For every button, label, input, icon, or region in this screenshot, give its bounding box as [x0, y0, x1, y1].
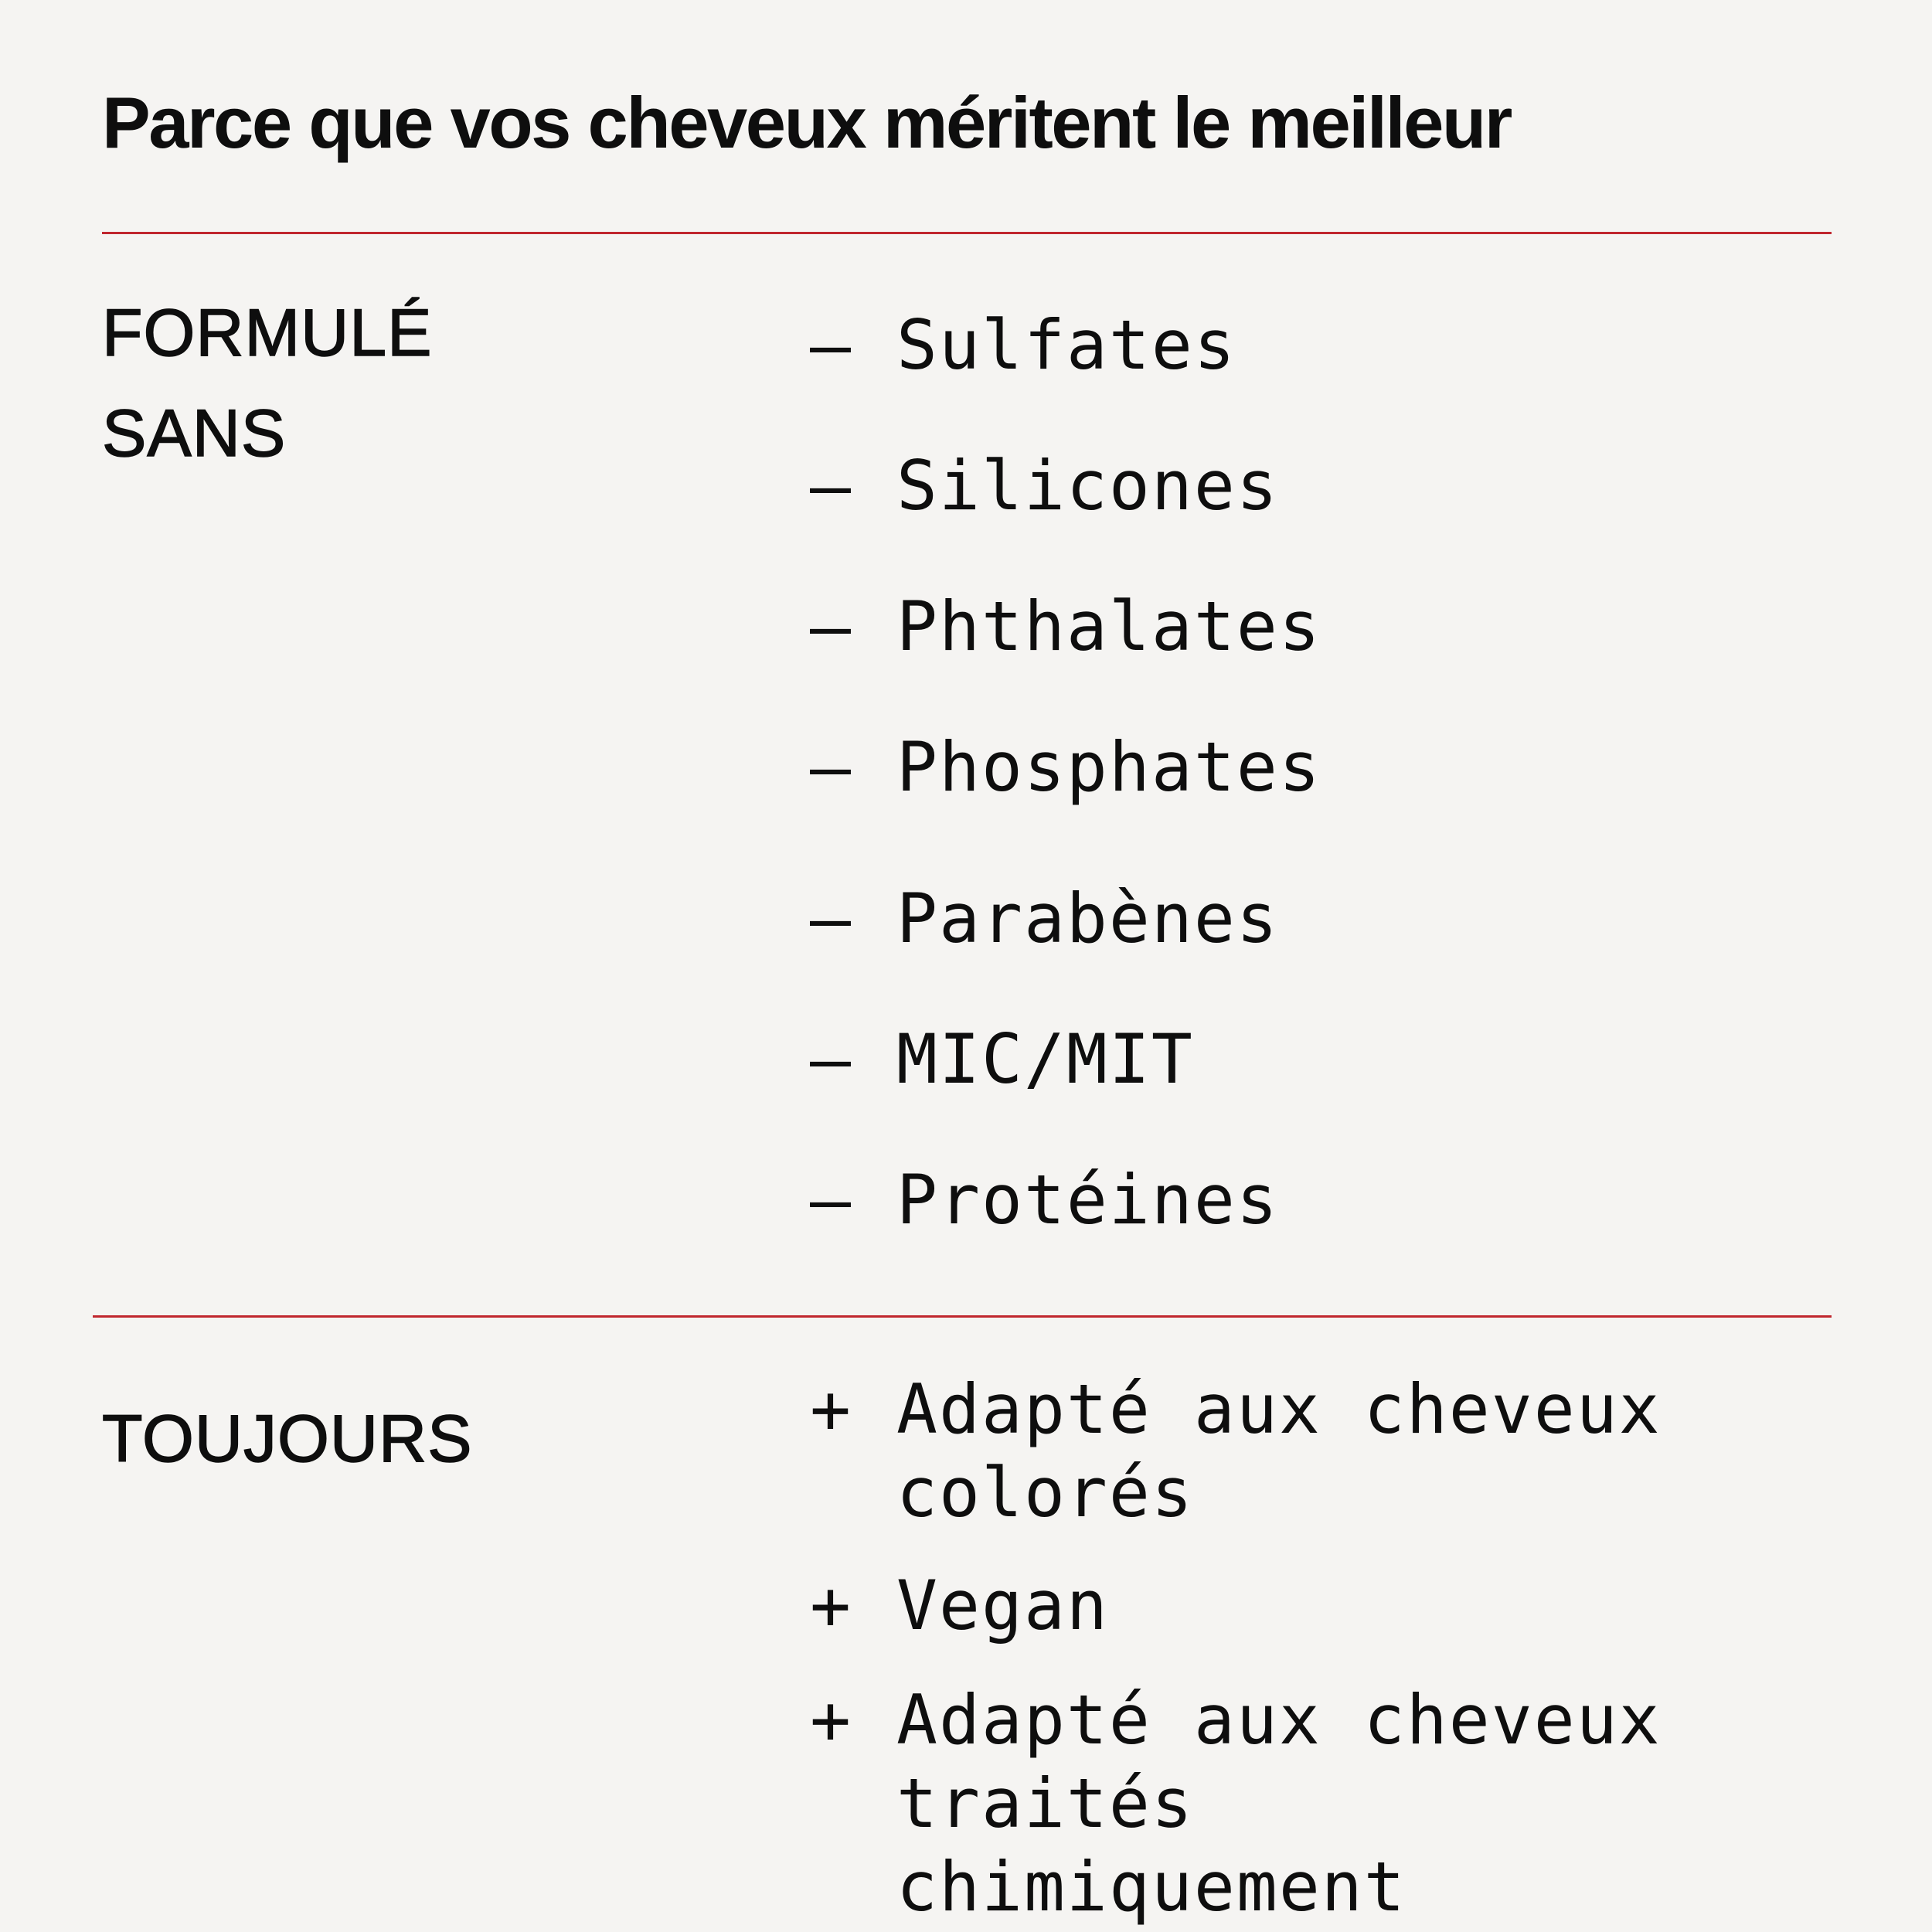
benefit-item — [810, 1679, 1716, 1929]
section-label-line: FORMULÉ — [102, 296, 433, 370]
benefit-item — [810, 1368, 1716, 1535]
excluded-ingredient-item — [810, 304, 1886, 387]
excluded-ingredient-item — [810, 1018, 1886, 1101]
divider — [93, 1315, 1832, 1318]
benefit-label: Adapté aux cheveux traités chimiquement — [896, 1680, 1662, 1927]
section-label-formule-sans — [102, 283, 432, 484]
excluded-ingredient-label: MIC/MIT — [896, 1019, 1194, 1099]
dash-marker: — — [810, 1160, 851, 1240]
excluded-ingredient-item — [810, 877, 1886, 961]
excluded-ingredient-label: Parabènes — [896, 879, 1279, 958]
benefit-label: Adapté aux cheveux colorés — [896, 1369, 1662, 1532]
excluded-ingredient-label: Silicones — [896, 446, 1279, 526]
section-label-toujours — [102, 1389, 472, 1489]
benefit-item — [810, 1564, 1886, 1648]
dash-marker: — — [810, 1019, 851, 1099]
excluded-ingredient-item — [810, 726, 1886, 809]
dash-marker: — — [810, 446, 851, 526]
dash-marker: — — [810, 305, 851, 385]
divider — [102, 232, 1832, 234]
excluded-ingredient-label: Sulfates — [896, 305, 1236, 385]
page-title: Parce que vos cheveux méritent le meilleur — [102, 82, 1511, 163]
excluded-ingredient-item — [810, 444, 1886, 528]
benefit-label: Vegan — [896, 1566, 1109, 1645]
dash-marker: — — [810, 879, 851, 958]
excluded-ingredient-label: Phthalates — [896, 587, 1321, 666]
plus-marker: + — [810, 1369, 851, 1449]
excluded-ingredient-label: Protéines — [896, 1160, 1279, 1240]
dash-marker: — — [810, 587, 851, 666]
section-label-line: SANS — [102, 396, 287, 471]
excluded-ingredient-item — [810, 1158, 1886, 1242]
plus-marker: + — [810, 1566, 851, 1645]
dash-marker: — — [810, 727, 851, 807]
excluded-ingredient-label: Phosphates — [896, 727, 1321, 807]
section-label-line: TOUJOURS — [102, 1402, 473, 1476]
excluded-ingredient-item — [810, 585, 1886, 668]
plus-marker: + — [810, 1680, 851, 1760]
